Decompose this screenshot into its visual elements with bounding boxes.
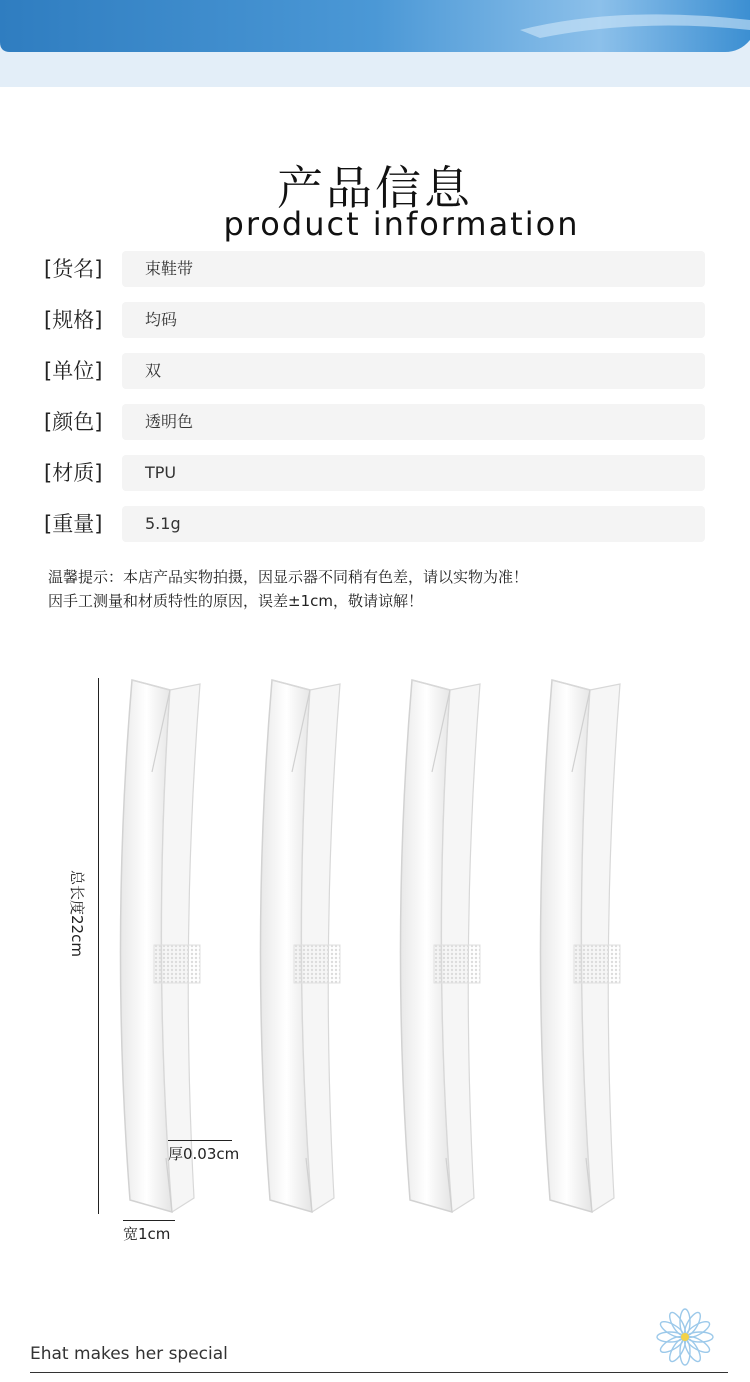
info-row-spec: [44, 302, 705, 338]
width-label: 宽1cm: [123, 1220, 175, 1244]
info-label: [材质]: [44, 461, 103, 485]
info-label: [规格]: [44, 308, 103, 332]
length-label-wrap: [68, 870, 108, 980]
info-row-color: [44, 404, 705, 440]
top-banner: [0, 0, 750, 87]
page-subtitle: product information: [223, 205, 580, 243]
info-label: [货名]: [44, 257, 103, 281]
info-value-box: [122, 506, 705, 542]
info-value: 双: [145, 361, 162, 380]
info-label: [重量]: [44, 512, 103, 536]
notice-line: 温馨提示：本店产品实物拍摄，因显示器不同稍有色差，请以实物为准！: [48, 568, 529, 586]
strap: [120, 680, 200, 1212]
info-row-name: [44, 251, 705, 287]
info-value: 5.1g: [145, 514, 181, 533]
info-value-box: [122, 251, 705, 287]
info-value: 束鞋带: [145, 259, 194, 278]
info-row-weight: [44, 506, 705, 542]
thickness-label: 厚0.03cm: [168, 1140, 232, 1164]
info-value: TPU: [145, 463, 177, 482]
page-title: 产品信息: [277, 161, 473, 215]
info-value-box: [122, 455, 705, 491]
notice: [48, 565, 708, 613]
product-image: [0, 660, 750, 1260]
strap: [400, 680, 480, 1212]
info-value: 均码: [145, 310, 178, 329]
footer-divider: [30, 1372, 728, 1373]
strap: [540, 680, 620, 1212]
footer-slogan: Ehat makes her special: [30, 1344, 228, 1364]
info-value-box: [122, 404, 705, 440]
top-wave-decoration: [0, 0, 750, 55]
strap: [260, 680, 340, 1212]
flower-icon: [655, 1307, 715, 1367]
length-label: 总长度22cm: [68, 870, 86, 957]
info-value: 透明色: [145, 412, 194, 431]
info-row-unit: [44, 353, 705, 389]
info-row-material: [44, 455, 705, 491]
info-value-box: [122, 302, 705, 338]
notice-line: 因手工测量和材质特性的原因，误差±1cm，敬请谅解！: [48, 592, 423, 610]
info-value-box: [122, 353, 705, 389]
info-label: [单位]: [44, 359, 103, 383]
info-label: [颜色]: [44, 410, 103, 434]
